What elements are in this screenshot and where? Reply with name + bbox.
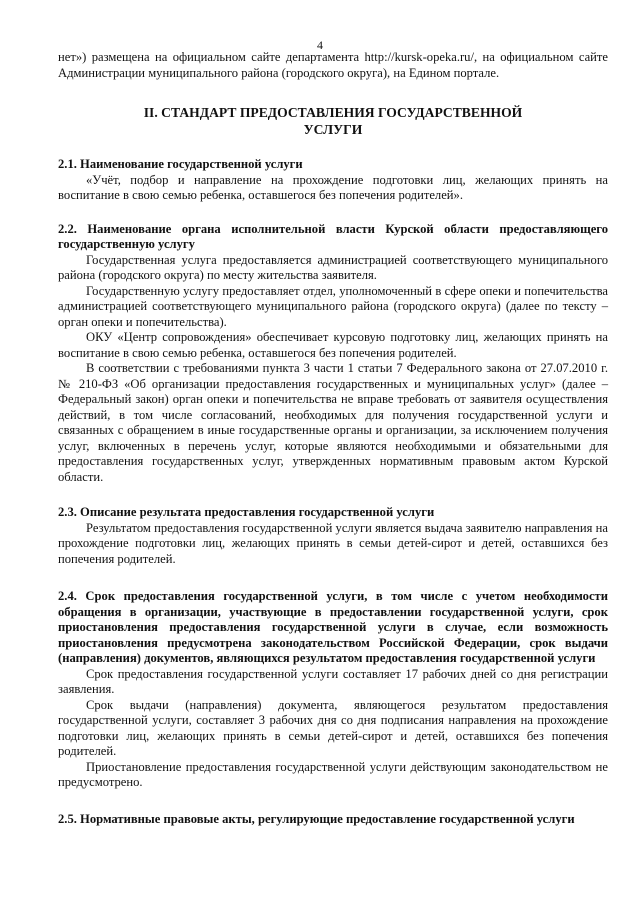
chapter-title-line-1: II. СТАНДАРТ ПРЕДОСТАВЛЕНИЯ ГОСУДАРСТВЕННОЙ <box>143 105 523 120</box>
intro-paragraph: нет») размещена на официальном сайте департамента http://kursk-opeka.ru/, на официальном сайте Администрации муниципального района (городского округа), на Едином портале. <box>58 50 608 80</box>
chapter-title-line-2: УСЛУГИ <box>303 122 363 137</box>
section-2-1-text: «Учёт, подбор и направление на прохождение подготовки лиц, желающих принять на воспитание в свою семью ребенка, оставшегося без попечения родителей». <box>58 172 608 202</box>
section-2-2-heading: 2.2. Наименование органа исполнительной власти Курской области предоставляющего государственную услугу <box>58 221 608 251</box>
section-2-5-heading: 2.5. Нормативные правовые акты, регулирующие предоставление государственной услуги <box>58 811 575 826</box>
section-2-2-paragraph-2: Государственную услугу предоставляет отдел, уполномоченный в сфере опеки и попечительства администрацией соответствующего муниципального района (городского округа) (далее по тексту – орган опеки и попечительства). <box>58 283 608 329</box>
section-2-3-text: Результатом предоставления государственной услуги является выдача заявителю направления на прохождение подготовки лиц, желающих принять в семьи детей-сирот и детей, оставшихся без попечения родителей. <box>58 520 608 566</box>
document-body <box>58 50 608 827</box>
section-2-4-heading: 2.4. Срок предоставления государственной услуги, в том числе с учетом необходимости обращения в организации, участвующие в предоставлении государственной услуги, срок приостановления предоставления государственной услуги в случае, если возможность приостановления предусмотрена законодательством Российской Федерации, срок выдачи (направления) документов, являющихся результатом предоставления государственной услуги <box>58 589 608 665</box>
section-2-2-paragraph-4: В соответствии с требованиями пункта 3 части 1 статьи 7 Федерального закона от 27.07.2010 г. № 210-ФЗ «Об организации предоставления государственных и муниципальных услуг» (далее – Федеральный закон) орган опеки и попечительства не вправе требовать от заявителя осуществления действий, в том числе согласований, необходимых для получения государственной услуги и связанных с обращением в иные государственные органы и организации, за исключением получения услуг, включенных в перечень услуг, которые являются необходимыми и обязательными для предоставления государственных услуг, утвержденных нормативным правовым актом Курской области. <box>58 361 608 484</box>
section-2-2-paragraph-3: ОКУ «Центр сопровождения» обеспечивает курсовую подготовку лиц, желающих принять на воспитание в свою семью ребенка, оставшегося без попечения родителей. <box>58 330 608 360</box>
section-2-4-paragraph-1: Срок предоставления государственной услуги составляет 17 рабочих дней со дня регистрации заявления. <box>58 666 608 696</box>
section-2-4-paragraph-3: Приостановление предоставления государственной услуги действующим законодательством не предусмотрено. <box>58 759 608 789</box>
chapter-title <box>58 104 608 138</box>
section-2-1-heading: 2.1. Наименование государственной услуги <box>58 157 303 171</box>
page-number: 4 <box>317 38 323 52</box>
section-2-2-paragraph-1: Государственная услуга предоставляется администрацией соответствующего муниципального района (городского округа) по месту жительства заявителя. <box>58 252 608 282</box>
section-2-3-heading: 2.3. Описание результата предоставления государственной услуги <box>58 505 435 519</box>
section-2-4-paragraph-2: Срок выдачи (направления) документа, являющегося результатом предоставления государственной услуги, составляет 3 рабочих дня со дня подписания направления на прохождение подготовки лиц, желающих принять в семьи детей-сирот и детей, оставшихся без попечения родителей. <box>58 697 608 758</box>
